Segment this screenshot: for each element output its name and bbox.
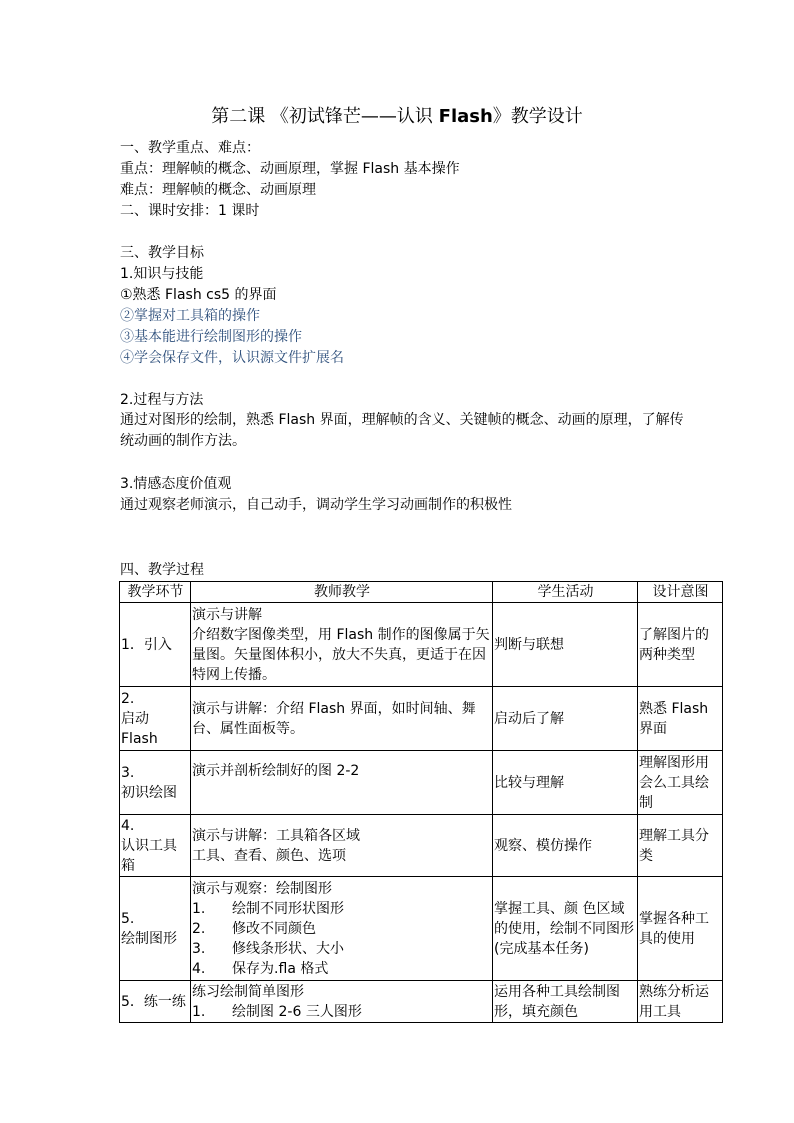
section2-heading: 二、课时安排：1 课时 <box>120 203 260 219</box>
title-suffix: 》教学设计 <box>492 106 583 127</box>
student-cell: 判断与联想 <box>493 603 638 687</box>
page-title <box>0 104 794 130</box>
teacher-line: 演示与讲解 <box>192 606 262 623</box>
stage-cell: 1．引入 <box>120 603 191 687</box>
stage-cell: 3. 初识绘图 <box>120 751 191 815</box>
header-cell: 教师教学 <box>191 582 493 603</box>
table-row <box>120 981 723 1023</box>
objective-item: ③基本能进行绘制图形的操作 <box>120 329 302 345</box>
objective-sub3-text: 通过观察老师演示，自己动手，调动学生学习动画制作的积极性 <box>120 497 512 513</box>
teacher-cell <box>191 603 493 687</box>
table-row <box>120 603 723 687</box>
key-point: 重点：理解帧的概念、动画原理，掌握 Flash 基本操作 <box>120 161 460 177</box>
teacher-line: 2. 修改不同颜色 <box>192 920 317 937</box>
teacher-cell <box>191 877 493 981</box>
objective-sub1: 1.知识与技能 <box>120 266 204 282</box>
teacher-line: 练习绘制简单图形 <box>192 983 304 1000</box>
objective-sub2-text: 通过对图形的绘制，熟悉 Flash 界面，理解帧的含义、关键帧的概念、动画的原理，了解传统动画的制作方法。 <box>120 412 684 449</box>
intent-cell: 理解工具分类 <box>638 815 723 877</box>
teacher-cell: 演示与讲解：介绍 Flash 界面，如时间轴、舞台、属性面板等。 <box>191 687 493 751</box>
difficulty: 难点：理解帧的概念、动画原理 <box>120 182 316 198</box>
table-header-row <box>120 582 723 603</box>
objective-item: ①熟悉 Flash cs5 的界面 <box>120 287 277 303</box>
intent-cell: 了解图片的两种类型 <box>638 603 723 687</box>
student-cell: 掌握工具、颜 色区域的使用，绘制不同图形(完成基本任务) <box>493 877 638 981</box>
student-cell: 启动后了解 <box>493 687 638 751</box>
section3-heading: 三、教学目标 <box>120 245 204 261</box>
table-row <box>120 751 723 815</box>
teacher-cell <box>191 815 493 877</box>
header-cell: 教学环节 <box>120 582 191 603</box>
objective-sub2: 2.过程与方法 <box>120 392 204 408</box>
teacher-line: 1. 绘制不同形状图形 <box>192 900 345 917</box>
student-cell: 运用各种工具绘制图形，填充颜色 <box>493 981 638 1023</box>
title-prefix: 第二课 《初试锋芒——认识 <box>211 106 439 127</box>
stage-cell: 5．练一练 <box>120 981 191 1023</box>
table-row <box>120 877 723 981</box>
objective-sub3: 3.情感态度价值观 <box>120 476 232 492</box>
header-cell: 设计意图 <box>638 582 723 603</box>
teacher-line: 演示与讲解：工具箱各区域 <box>192 827 360 844</box>
teacher-line: 工具、查看、颜色、选项 <box>192 847 346 864</box>
section4-heading: 四、教学过程 <box>120 562 204 578</box>
intent-cell: 熟悉 Flash 界面 <box>638 687 723 751</box>
teacher-cell <box>191 981 493 1023</box>
teaching-process-table <box>119 581 723 1023</box>
header-cell: 学生活动 <box>493 582 638 603</box>
table-row <box>120 687 723 751</box>
objective-item: ④学会保存文件，认识源文件扩展名 <box>120 350 344 366</box>
stage-cell: 2. 启动 Flash <box>120 687 191 751</box>
stage-cell: 5. 绘制图形 <box>120 877 191 981</box>
teacher-line: 演示与观察：绘制图形 <box>192 880 332 897</box>
objective-item: ②掌握对工具箱的操作 <box>120 308 260 324</box>
title-bold: Flash <box>438 106 493 127</box>
teacher-line: 4. 保存为.fla 格式 <box>192 960 329 977</box>
intent-cell: 熟练分析运用工具 <box>638 981 723 1023</box>
teacher-line: 3. 修线条形状、大小 <box>192 940 345 957</box>
intent-cell: 理解图形用会么工具绘制 <box>638 751 723 815</box>
teacher-line: 介绍数字图像类型，用 Flash 制作的图像属于矢量图。矢量图体积小，放大不失真，更适于在因特网上传播。 <box>192 626 490 683</box>
table-row <box>120 815 723 877</box>
section1-heading: 一、教学重点、难点： <box>120 140 260 156</box>
stage-cell: 4. 认识工具箱 <box>120 815 191 877</box>
intent-cell: 掌握各种工具的使用 <box>638 877 723 981</box>
student-cell: 比较与理解 <box>493 751 638 815</box>
student-cell: 观察、模仿操作 <box>493 815 638 877</box>
teacher-line: 1. 绘制图 2-6 三人图形 <box>192 1003 362 1020</box>
teacher-cell: 演示并剖析绘制好的图 2-2 <box>191 751 493 815</box>
